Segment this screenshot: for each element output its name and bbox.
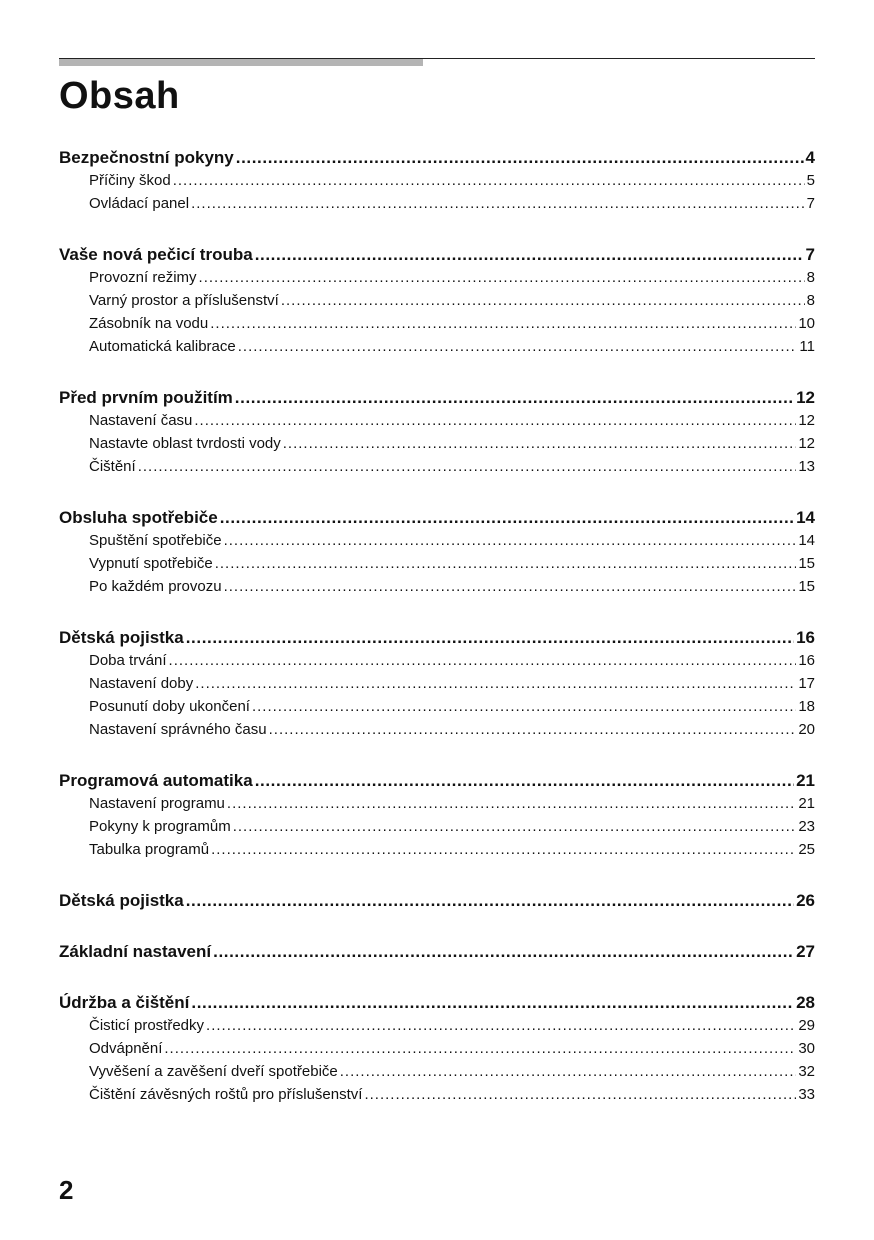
toc-section-entry-page: 14 xyxy=(796,508,815,527)
toc-section xyxy=(59,626,815,741)
dot-leader xyxy=(340,1060,797,1083)
dot-leader xyxy=(269,718,797,741)
toc-subentry-page: 5 xyxy=(806,172,815,189)
toc-subentry[interactable] xyxy=(59,455,815,478)
toc-subentry-label: Zásobník na vodu xyxy=(89,315,209,332)
toc-subentry-page: 32 xyxy=(798,1063,815,1080)
dot-leader xyxy=(199,266,805,289)
toc-subentry-label: Varný prostor a příslušenství xyxy=(89,292,279,309)
toc-subentry-page: 14 xyxy=(798,532,815,549)
page-number: 2 xyxy=(59,1175,74,1205)
toc-subentry[interactable] xyxy=(59,695,815,718)
toc-subentry-label: Vyvěšení a zavěšení dveří spotřebiče xyxy=(89,1063,338,1080)
toc-subentry[interactable] xyxy=(59,1083,815,1106)
toc-subentry[interactable] xyxy=(59,312,815,335)
toc-subentry-page: 30 xyxy=(798,1040,815,1057)
toc-subentry-page: 12 xyxy=(798,435,815,452)
dot-leader xyxy=(186,626,794,649)
toc-subentry-label: Tabulka programů xyxy=(89,841,210,858)
toc-subentry-label: Čištění závěsných roštů pro příslušenství xyxy=(89,1086,363,1103)
toc-section-entry-label: Údržba a čištění xyxy=(59,993,190,1012)
dot-leader xyxy=(191,991,794,1014)
toc-subentry[interactable] xyxy=(59,815,815,838)
toc-subentry-label: Spuštění spotřebiče xyxy=(89,532,222,549)
toc-subentry[interactable] xyxy=(59,289,815,312)
dot-leader xyxy=(224,529,797,552)
toc-section-entry-page: 27 xyxy=(796,942,815,961)
toc-subentry-label: Pokyny k programům xyxy=(89,818,231,835)
toc-subentry-label: Čisticí prostředky xyxy=(89,1017,205,1034)
toc-subentry-page: 29 xyxy=(798,1017,815,1034)
toc-subentry-page: 15 xyxy=(798,578,815,595)
dot-leader xyxy=(169,649,797,672)
toc-section xyxy=(59,146,815,215)
toc-subentry-label: Nastavení programu xyxy=(89,795,225,812)
toc-section-entry[interactable] xyxy=(59,889,815,912)
dot-leader xyxy=(206,1014,796,1037)
toc-subentry-page: 10 xyxy=(798,315,815,332)
dot-leader xyxy=(252,695,796,718)
toc-subentry-page: 18 xyxy=(798,698,815,715)
toc-section-entry-page: 16 xyxy=(796,628,815,647)
toc-subentry[interactable] xyxy=(59,335,815,358)
dot-leader xyxy=(238,335,798,358)
toc-section-entry-page: 26 xyxy=(796,891,815,910)
dot-leader xyxy=(164,1037,796,1060)
toc-subentry-page: 21 xyxy=(798,795,815,812)
toc-subentry[interactable] xyxy=(59,672,815,695)
toc-subentry-label: Posunutí doby ukončení xyxy=(89,698,250,715)
dot-leader xyxy=(364,1083,796,1106)
toc-subentry-page: 23 xyxy=(798,818,815,835)
toc-section-entry-label: Vaše nová pečicí trouba xyxy=(59,245,253,264)
toc-subentry-label: Odvápnění xyxy=(89,1040,163,1057)
dot-leader xyxy=(255,769,794,792)
toc-subentry-page: 13 xyxy=(798,458,815,475)
toc-section-entry-label: Základní nastavení xyxy=(59,942,212,961)
dot-leader xyxy=(235,386,794,409)
toc-subentry[interactable] xyxy=(59,266,815,289)
dot-leader xyxy=(227,792,796,815)
dot-leader xyxy=(215,552,797,575)
page-title: Obsah xyxy=(59,75,180,117)
toc-subentry-page: 7 xyxy=(806,195,815,212)
toc-section-entry[interactable] xyxy=(59,506,815,529)
toc-subentry-label: Příčiny škod xyxy=(89,172,171,189)
header-accent-bar xyxy=(59,59,423,66)
toc-subentry-label: Čištění xyxy=(89,458,136,475)
toc-subentry-label: Nastavte oblast tvrdosti vody xyxy=(89,435,281,452)
toc-section-entry[interactable] xyxy=(59,146,815,169)
toc-section-entry[interactable] xyxy=(59,386,815,409)
toc-subentry[interactable] xyxy=(59,409,815,432)
toc-section xyxy=(59,889,815,912)
toc-section-entry-label: Dětská pojistka xyxy=(59,628,184,647)
toc-section xyxy=(59,940,815,963)
toc-subentry-label: Automatická kalibrace xyxy=(89,338,236,355)
toc-subentry[interactable] xyxy=(59,529,815,552)
toc-section xyxy=(59,991,815,1106)
toc-section-entry[interactable] xyxy=(59,626,815,649)
toc-subentry-page: 11 xyxy=(799,338,815,355)
toc-section xyxy=(59,386,815,478)
toc-subentry-page: 17 xyxy=(798,675,815,692)
toc-section-entry[interactable] xyxy=(59,940,815,963)
toc-subentry-page: 20 xyxy=(798,721,815,738)
toc-subentry-page: 25 xyxy=(798,841,815,858)
dot-leader xyxy=(210,312,796,335)
toc-subentry-page: 12 xyxy=(798,412,815,429)
toc-section-entry[interactable] xyxy=(59,243,815,266)
toc-subentry[interactable] xyxy=(59,575,815,598)
dot-leader xyxy=(233,815,797,838)
toc-subentry-label: Doba trvání xyxy=(89,652,167,669)
toc-subentry-label: Nastavení času xyxy=(89,412,193,429)
toc-subentry-label: Provozní režimy xyxy=(89,269,197,286)
toc-subentry-page: 8 xyxy=(806,269,815,286)
dot-leader xyxy=(138,455,797,478)
toc-subentry[interactable] xyxy=(59,718,815,741)
toc-section-entry-label: Před prvním použitím xyxy=(59,388,233,407)
toc-section-entry-page: 4 xyxy=(805,148,815,167)
toc-subentry[interactable] xyxy=(59,1037,815,1060)
dot-leader xyxy=(220,506,794,529)
toc-subentry-label: Nastavení doby xyxy=(89,675,194,692)
toc-subentry[interactable] xyxy=(59,1014,815,1037)
toc-section-entry-label: Bezpečnostní pokyny xyxy=(59,148,234,167)
dot-leader xyxy=(194,409,796,432)
toc-subentry-label: Po každém provozu xyxy=(89,578,222,595)
toc-subentry-page: 16 xyxy=(798,652,815,669)
toc-subentry-label: Nastavení správného času xyxy=(89,721,267,738)
dot-leader xyxy=(195,672,796,695)
toc-subentry-label: Vypnutí spotřebiče xyxy=(89,555,213,572)
toc-subentry[interactable] xyxy=(59,169,815,192)
toc-section-entry-page: 28 xyxy=(796,993,815,1012)
dot-leader xyxy=(281,289,805,312)
toc-section-entry[interactable] xyxy=(59,991,815,1014)
toc-section xyxy=(59,769,815,861)
toc-subentry-label: Ovládací panel xyxy=(89,195,190,212)
toc-section-entry-page: 7 xyxy=(805,245,815,264)
toc-subentry[interactable] xyxy=(59,838,815,861)
table-of-contents xyxy=(59,146,815,1134)
toc-subentry[interactable] xyxy=(59,552,815,575)
dot-leader xyxy=(255,243,804,266)
toc-section xyxy=(59,506,815,598)
toc-section-entry-label: Obsluha spotřebiče xyxy=(59,508,218,527)
dot-leader xyxy=(236,146,804,169)
dot-leader xyxy=(191,192,805,215)
toc-subentry-page: 33 xyxy=(798,1086,815,1103)
toc-subentry[interactable] xyxy=(59,192,815,215)
dot-leader xyxy=(283,432,797,455)
toc-section-entry[interactable] xyxy=(59,769,815,792)
toc-section-entry-page: 12 xyxy=(796,388,815,407)
toc-section-entry-label: Programová automatika xyxy=(59,771,253,790)
dot-leader xyxy=(224,575,797,598)
toc-section-entry-page: 21 xyxy=(796,771,815,790)
toc-section xyxy=(59,243,815,358)
toc-subentry[interactable] xyxy=(59,792,815,815)
toc-subentry[interactable] xyxy=(59,649,815,672)
dot-leader xyxy=(213,940,794,963)
toc-subentry-page: 8 xyxy=(806,292,815,309)
toc-subentry[interactable] xyxy=(59,432,815,455)
dot-leader xyxy=(173,169,805,192)
toc-subentry-page: 15 xyxy=(798,555,815,572)
toc-subentry[interactable] xyxy=(59,1060,815,1083)
toc-section-entry-label: Dětská pojistka xyxy=(59,891,184,910)
dot-leader xyxy=(186,889,794,912)
dot-leader xyxy=(211,838,796,861)
